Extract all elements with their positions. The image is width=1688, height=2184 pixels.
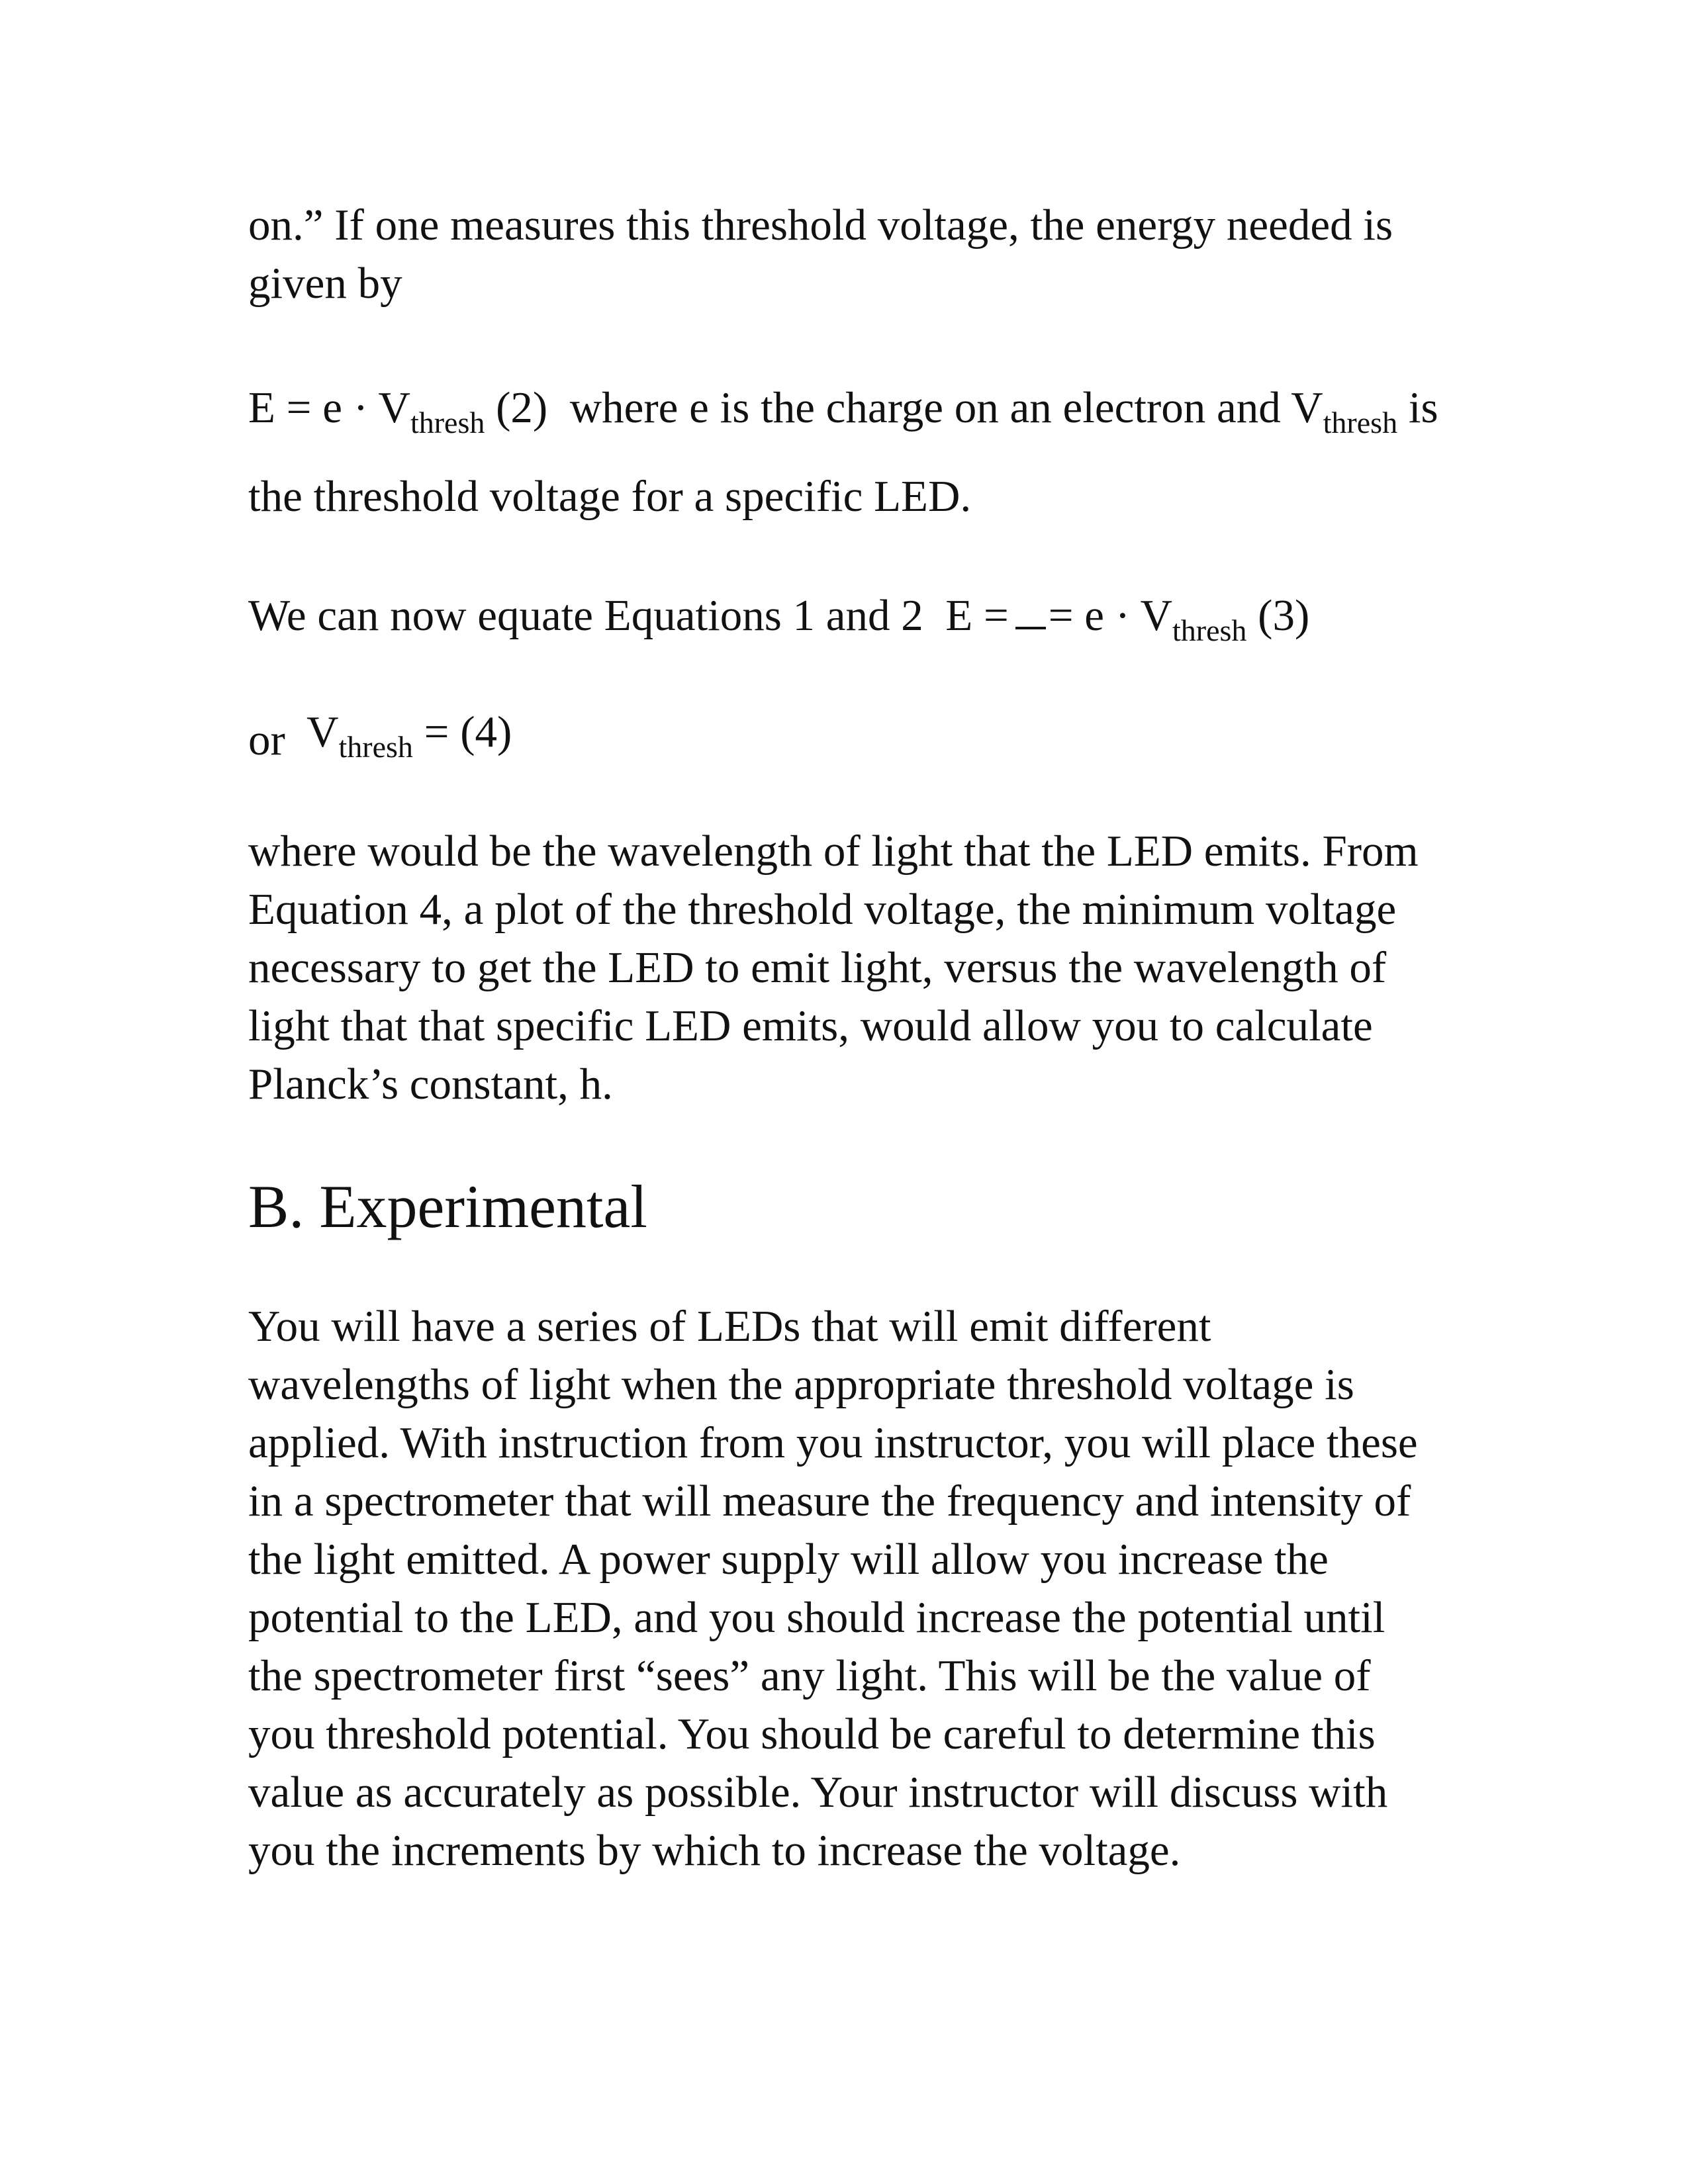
paragraph-line: you threshold potential. You should be careful to determine this <box>248 1709 1376 1758</box>
equation-2-continuation: the threshold voltage for a specific LED. <box>248 472 972 521</box>
equation-2-number: (2) <box>496 383 548 432</box>
equation-4-lhs: V <box>306 707 339 756</box>
paragraph-line: applied. With instruction from you instructor, you will place these <box>248 1418 1418 1467</box>
section-heading: B. Experimental <box>248 1173 647 1240</box>
equation-3-mid: = e · V <box>1048 591 1172 640</box>
equation-4 <box>248 703 512 766</box>
paragraph-line: where would be the wavelength of light that the LED emits. From <box>248 827 1419 876</box>
equation-3-lead: We can now equate Equations 1 and 2 <box>248 591 923 640</box>
paragraph-line: you the increments by which to increase the voltage. <box>248 1826 1181 1875</box>
intro-line: on.” If one measures this threshold voltage, the energy needed is <box>248 201 1393 250</box>
equation-4-rhs: = (4) <box>424 707 512 756</box>
equation-3-lhs: E = <box>945 591 1009 640</box>
equation-2-lhs: E = e · V <box>248 383 410 432</box>
paragraph-line: wavelengths of light when the appropriate threshold voltage is <box>248 1360 1354 1409</box>
equation-2 <box>248 379 1438 441</box>
experimental-paragraph <box>248 1297 1418 1880</box>
equation-2-subscript-2: thresh <box>1323 406 1398 439</box>
paragraph-line: in a spectrometer that will measure the frequency and intensity of <box>248 1477 1411 1525</box>
paragraph-line: You will have a series of LEDs that will emit different <box>248 1302 1211 1351</box>
paragraph-line: the light emitted. A power supply will allow you increase the <box>248 1535 1329 1584</box>
paragraph-line: value as accurately as possible. Your instructor will discuss with <box>248 1768 1388 1817</box>
paragraph-line: light that that specific LED emits, would allow you to calculate <box>248 1001 1373 1050</box>
equation-3 <box>248 586 1309 649</box>
fraction-placeholder <box>1015 621 1046 629</box>
equation-2-subscript: thresh <box>410 406 485 439</box>
equation-2-tail: is <box>1408 383 1438 432</box>
equation-3-subscript: thresh <box>1172 614 1247 647</box>
intro-line: given by <box>248 259 402 308</box>
paragraph-line: necessary to get the LED to emit light, versus the wavelength of <box>248 943 1387 992</box>
equation-3-number: (3) <box>1258 591 1310 640</box>
equation-2-text: where e is the charge on an electron and V <box>569 383 1323 432</box>
equation-4-subscript: thresh <box>338 730 413 764</box>
equation-4-lead: or <box>248 715 285 764</box>
explanation-paragraph <box>248 822 1419 1113</box>
paragraph-line: potential to the LED, and you should increase the potential until <box>248 1593 1385 1642</box>
paragraph-line: the spectrometer first “sees” any light. This will be the value of <box>248 1651 1371 1700</box>
paragraph-line: Planck’s constant, h. <box>248 1060 613 1109</box>
intro-paragraph <box>248 196 1393 312</box>
paragraph-line: Equation 4, a plot of the threshold voltage, the minimum voltage <box>248 885 1397 934</box>
